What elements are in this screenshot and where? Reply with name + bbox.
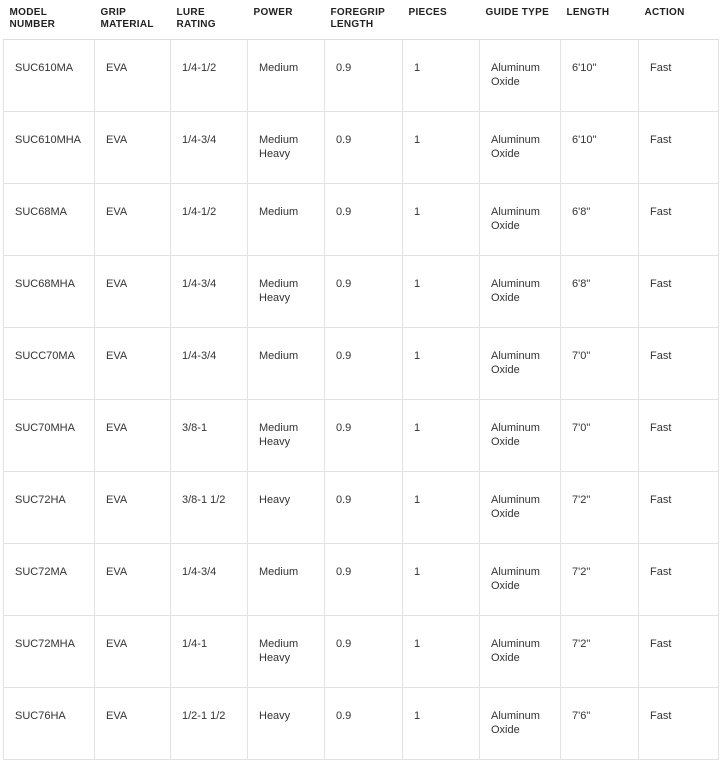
cell-power: Medium: [248, 40, 325, 112]
cell-pieces: 1: [403, 184, 480, 256]
cell-guide-type: Aluminum Oxide: [480, 400, 561, 472]
cell-lure-rating: 1/4-1/2: [171, 184, 248, 256]
header-action: ACTION: [639, 0, 719, 40]
cell-pieces: 1: [403, 40, 480, 112]
table-row: [4, 256, 719, 328]
cell-guide-type: Aluminum Oxide: [480, 472, 561, 544]
cell-power: Medium Heavy: [248, 112, 325, 184]
cell-pieces: 1: [403, 616, 480, 688]
cell-length: 6'10": [561, 40, 639, 112]
table-body: [4, 40, 719, 760]
table-row: [4, 40, 719, 112]
cell-power: Medium: [248, 184, 325, 256]
cell-model-number: SUC610MA: [4, 40, 95, 112]
cell-action: Fast: [639, 400, 719, 472]
cell-model-number: SUC68MA: [4, 184, 95, 256]
cell-lure-rating: 3/8-1 1/2: [171, 472, 248, 544]
cell-pieces: 1: [403, 328, 480, 400]
cell-grip-material: EVA: [95, 688, 171, 760]
cell-grip-material: EVA: [95, 400, 171, 472]
cell-grip-material: EVA: [95, 616, 171, 688]
cell-power: Medium Heavy: [248, 616, 325, 688]
header-model-number: MODEL NUMBER: [4, 0, 95, 40]
cell-model-number: SUC72MHA: [4, 616, 95, 688]
cell-lure-rating: 1/4-1: [171, 616, 248, 688]
cell-model-number: SUC72MA: [4, 544, 95, 616]
cell-pieces: 1: [403, 112, 480, 184]
cell-guide-type: Aluminum Oxide: [480, 184, 561, 256]
table-row: [4, 472, 719, 544]
cell-grip-material: EVA: [95, 472, 171, 544]
cell-grip-material: EVA: [95, 328, 171, 400]
cell-foregrip-length: 0.9: [325, 472, 403, 544]
cell-foregrip-length: 0.9: [325, 256, 403, 328]
cell-action: Fast: [639, 184, 719, 256]
cell-action: Fast: [639, 544, 719, 616]
cell-grip-material: EVA: [95, 112, 171, 184]
cell-action: Fast: [639, 40, 719, 112]
cell-foregrip-length: 0.9: [325, 40, 403, 112]
cell-action: Fast: [639, 616, 719, 688]
cell-guide-type: Aluminum Oxide: [480, 544, 561, 616]
cell-guide-type: Aluminum Oxide: [480, 616, 561, 688]
table-row: [4, 328, 719, 400]
cell-foregrip-length: 0.9: [325, 688, 403, 760]
cell-model-number: SUC76HA: [4, 688, 95, 760]
cell-lure-rating: 1/4-3/4: [171, 328, 248, 400]
cell-action: Fast: [639, 472, 719, 544]
cell-length: 6'8": [561, 184, 639, 256]
cell-pieces: 1: [403, 400, 480, 472]
cell-pieces: 1: [403, 688, 480, 760]
cell-foregrip-length: 0.9: [325, 112, 403, 184]
cell-power: Heavy: [248, 472, 325, 544]
cell-power: Heavy: [248, 688, 325, 760]
cell-grip-material: EVA: [95, 184, 171, 256]
table-row: [4, 616, 719, 688]
cell-foregrip-length: 0.9: [325, 616, 403, 688]
cell-foregrip-length: 0.9: [325, 544, 403, 616]
cell-lure-rating: 1/2-1 1/2: [171, 688, 248, 760]
header-length: LENGTH: [561, 0, 639, 40]
cell-guide-type: Aluminum Oxide: [480, 40, 561, 112]
cell-grip-material: EVA: [95, 40, 171, 112]
cell-grip-material: EVA: [95, 544, 171, 616]
cell-lure-rating: 3/8-1: [171, 400, 248, 472]
cell-model-number: SUCC70MA: [4, 328, 95, 400]
header-guide-type: GUIDE TYPE: [480, 0, 561, 40]
cell-lure-rating: 1/4-3/4: [171, 256, 248, 328]
cell-guide-type: Aluminum Oxide: [480, 112, 561, 184]
cell-lure-rating: 1/4-3/4: [171, 112, 248, 184]
header-power: POWER: [248, 0, 325, 40]
cell-foregrip-length: 0.9: [325, 184, 403, 256]
cell-pieces: 1: [403, 256, 480, 328]
cell-model-number: SUC70MHA: [4, 400, 95, 472]
cell-grip-material: EVA: [95, 256, 171, 328]
cell-guide-type: Aluminum Oxide: [480, 256, 561, 328]
header-foregrip-length: FOREGRIP LENGTH: [325, 0, 403, 40]
cell-lure-rating: 1/4-1/2: [171, 40, 248, 112]
cell-power: Medium: [248, 544, 325, 616]
header-grip-material: GRIP MATERIAL: [95, 0, 171, 40]
table-row: [4, 112, 719, 184]
table-row: [4, 544, 719, 616]
cell-model-number: SUC72HA: [4, 472, 95, 544]
cell-model-number: SUC68MHA: [4, 256, 95, 328]
cell-power: Medium: [248, 328, 325, 400]
cell-length: 7'2": [561, 472, 639, 544]
cell-length: 6'8": [561, 256, 639, 328]
cell-guide-type: Aluminum Oxide: [480, 688, 561, 760]
cell-action: Fast: [639, 328, 719, 400]
cell-action: Fast: [639, 112, 719, 184]
cell-pieces: 1: [403, 544, 480, 616]
cell-length: 7'0": [561, 328, 639, 400]
cell-pieces: 1: [403, 472, 480, 544]
rod-specs-table: [3, 0, 719, 760]
header-pieces: PIECES: [403, 0, 480, 40]
table-row: [4, 400, 719, 472]
cell-length: 7'2": [561, 544, 639, 616]
cell-length: 7'6": [561, 688, 639, 760]
cell-model-number: SUC610MHA: [4, 112, 95, 184]
cell-guide-type: Aluminum Oxide: [480, 328, 561, 400]
cell-foregrip-length: 0.9: [325, 328, 403, 400]
header-lure-rating: LURE RATING: [171, 0, 248, 40]
cell-action: Fast: [639, 256, 719, 328]
table-row: [4, 184, 719, 256]
cell-lure-rating: 1/4-3/4: [171, 544, 248, 616]
cell-power: Medium Heavy: [248, 256, 325, 328]
table-header-row: [4, 0, 719, 40]
cell-power: Medium Heavy: [248, 400, 325, 472]
cell-foregrip-length: 0.9: [325, 400, 403, 472]
cell-action: Fast: [639, 688, 719, 760]
cell-length: 7'2": [561, 616, 639, 688]
cell-length: 7'0": [561, 400, 639, 472]
cell-length: 6'10": [561, 112, 639, 184]
